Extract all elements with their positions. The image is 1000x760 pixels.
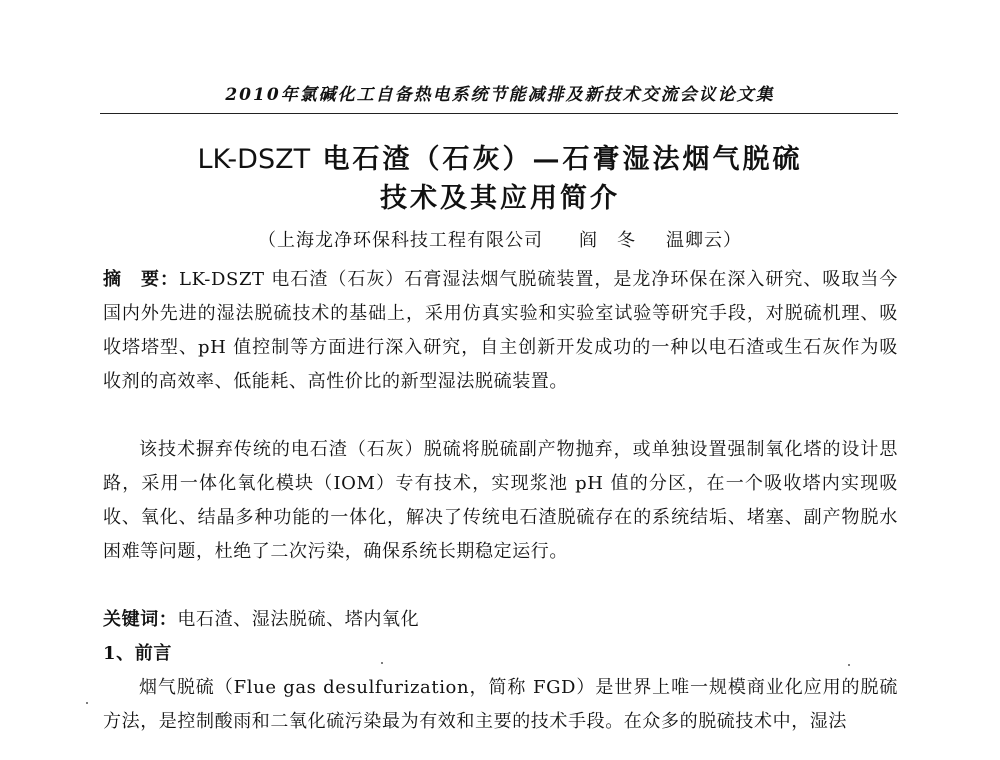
affiliation-line [0,229,1000,253]
author-name-2: 温卿云） [666,230,742,251]
keywords-line [103,603,898,637]
body-paragraph-3: 烟气脱硫（Flue gas desulfurization，简称 FGD）是世界上唯一规模商业化应用的脱硫方法，是控制酸雨和二氧化硫污染最为有效和主要的技术手段。在众多的脱硫技术中，湿法 [103,677,898,732]
abstract-text: LK-DSZT 电石渣（石灰）石膏湿法烟气脱硫装置，是龙净环保在深入研究、吸取当今国内外先进的湿法脱硫技术的基础上，采用仿真实验和实验室试验等研究手段，对脱硫机理、吸收塔塔型、pH 值控制等方面进行深入研究，自主创新开发成功的一种以电石渣或生石灰作为吸收剂的高效率、低能耗、高性价比的新型湿法脱硫装置。 [103,269,898,392]
affiliation-organization: （上海龙净环保科技工程有限公司 [258,230,543,251]
running-header: 2010年氯碱化工自备热电系统节能减排及新技术交流会议论文集 [225,85,775,105]
title-line1-text: 电石渣（石灰）—石膏湿法烟气脱硫 [310,144,803,175]
scan-speck [381,662,383,664]
body-paragraph-2: 该技术摒弃传统的电石渣（石灰）脱硫将脱硫副产物抛弃，或单独设置强制氧化塔的设计思路，采用一体化氧化模块（IOM）专有技术，实现浆池 pH 值的分区，在一个吸收塔内实现吸收、氧化、结晶多种功能的一体化，解决了传统电石渣脱硫存在的系统结垢、堵塞、副产物脱水困难等问题，杜绝了二次污染，确保系统长期稳定运行。 [103,439,898,562]
keywords-text: 电石渣、湿法脱硫、塔内氧化 [177,609,420,630]
header-rule [100,113,898,114]
abstract-label: 摘 要： [103,269,180,290]
author-name-1: 阎 冬 [579,230,636,251]
scan-speck [86,702,88,704]
keywords-label: 关键词： [103,609,178,630]
title-prefix: LK-DSZT [197,144,311,175]
paper-title-line2: 技术及其应用简介 [380,183,620,214]
paper-title-line1 [0,143,1000,177]
scan-speck [848,664,850,666]
section-heading-introduction: 1、前言 [103,643,172,664]
abstract-paragraph [103,263,898,399]
